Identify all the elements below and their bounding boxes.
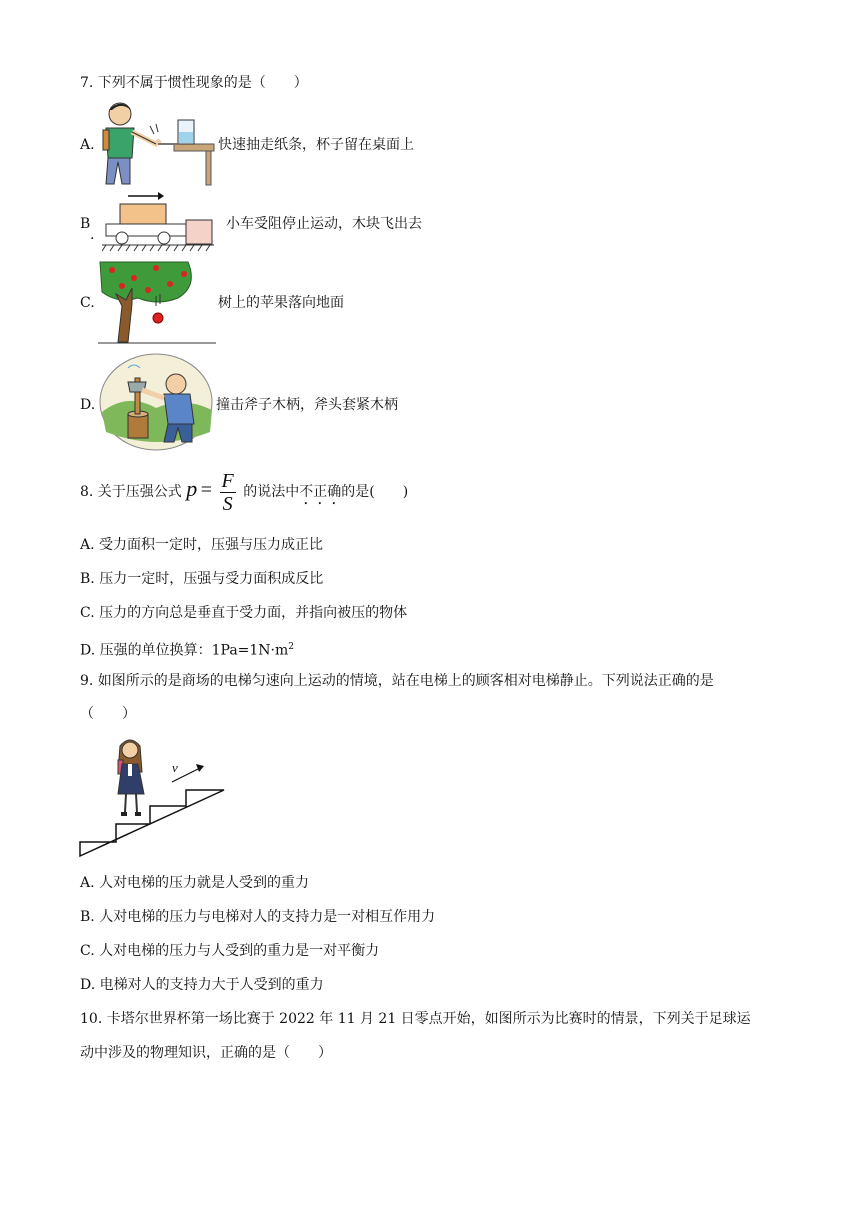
q10-stem-line2: 动中涉及的物理知识，正确的是（ ） — [80, 1045, 332, 1061]
q8-formula — [186, 470, 243, 516]
q8-option-a: A. 受力面积一定时，压强与压力成正比 — [80, 537, 324, 553]
q7-option-b-text: 小车受阻停止运动，木块飞出去 — [226, 216, 422, 232]
formula-denominator: S — [222, 493, 233, 516]
q7-option-c-text: 树上的苹果落向地面 — [218, 295, 344, 311]
q9-option-d: D. 电梯对人的支持力大于人受到的重力 — [80, 977, 324, 993]
q7-option-c-letter: C. — [80, 295, 95, 311]
axe-handle-icon — [98, 352, 216, 452]
q9-option-b: B. 人对电梯的压力与电梯对人的支持力是一对相互作用力 — [80, 909, 436, 925]
cart-block-icon — [102, 190, 218, 252]
q8-option-c: C. 压力的方向总是垂直于受力面，并指向被压的物体 — [80, 605, 408, 621]
q7-option-a-letter: A. — [80, 137, 95, 153]
q8-option-b: B. 压力一定时，压强与受力面积成反比 — [80, 571, 324, 587]
q9-stem-line2: （ ） — [80, 706, 136, 722]
q7-option-d-text: 撞击斧子木柄，斧头套紧木柄 — [216, 397, 398, 413]
boy-pulling-paper-icon — [98, 100, 216, 186]
formula-fraction — [220, 470, 236, 515]
q7-option-b-dot: . — [90, 227, 95, 243]
q7-option-b-letter: B — [80, 216, 91, 232]
formula-numerator: F — [221, 470, 234, 493]
q10-stem-line1: 10. 卡塔尔世界杯第一场比赛于 2022 年 11 月 21 日零点开始，如图所示为比赛时的情景，下列关于足球运 — [80, 1011, 751, 1027]
velocity-label: v — [172, 760, 178, 775]
formula-p: p — [186, 476, 198, 501]
q7-option-a-text: 快速抽走纸条，杯子留在桌面上 — [218, 137, 414, 153]
q7-stem: 7. 下列不属于惯性现象的是（ ） — [80, 75, 308, 91]
q9-option-c: C. 人对电梯的压力与人受到的重力是一对平衡力 — [80, 943, 380, 959]
customer-icon — [118, 740, 144, 816]
q9-option-a: A. 人对电梯的压力就是人受到的重力 — [80, 875, 310, 891]
formula-eq: = — [200, 479, 213, 501]
q8-stem — [80, 462, 408, 520]
q8-stem-prefix: 8. 关于压强公式 — [80, 484, 182, 500]
apple-tree-icon — [98, 258, 216, 344]
q8-option-d-text: D. 压强的单位换算：1Pa=1N·m — [80, 642, 289, 659]
q8-option-d-sup: 2 — [288, 642, 295, 652]
q8-stem-emphasis: 不正确 — [299, 484, 342, 500]
q8-stem-mid: 的说法中 — [243, 484, 300, 500]
q8-stem-suffix: 的是( ) — [341, 484, 409, 500]
q8-option-d — [80, 638, 294, 660]
q9-stem-line1: 9. 如图所示的是商场的电梯匀速向上运动的情境，站在电梯上的顾客相对电梯静止。下列说法正确的是 — [80, 673, 714, 689]
q7-option-d-letter: D. — [80, 397, 96, 413]
escalator-figure — [78, 732, 228, 860]
